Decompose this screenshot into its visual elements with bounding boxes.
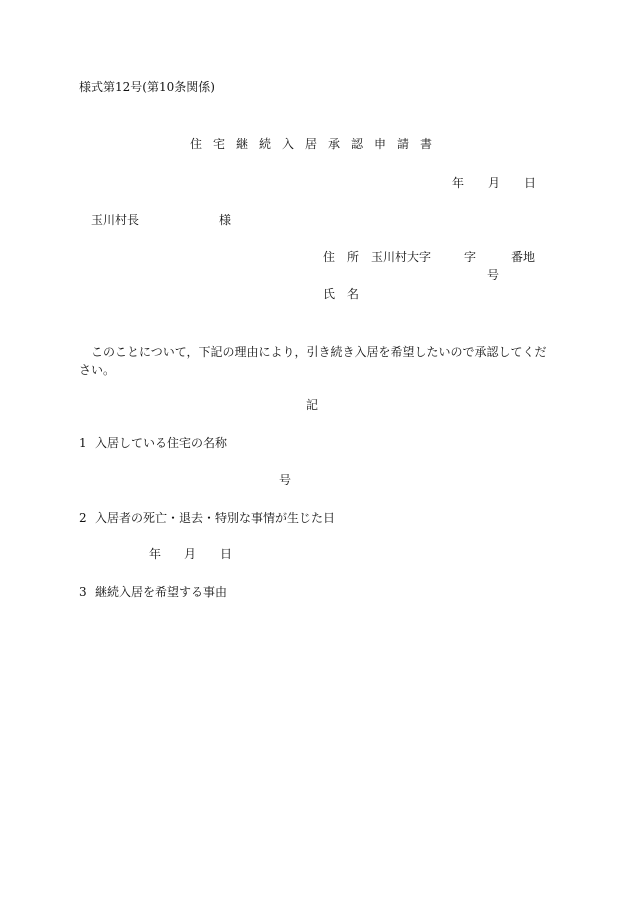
item2-day-label: 日 bbox=[220, 547, 233, 561]
date-day-label: 日 bbox=[524, 176, 537, 190]
form-number: 様式第12号(第10条関係) bbox=[79, 80, 215, 94]
item3-number: 3 bbox=[79, 585, 87, 599]
aza-label: 字 bbox=[464, 250, 477, 264]
banchi-label: 番地 bbox=[511, 250, 536, 264]
date-year-label: 年 bbox=[452, 176, 465, 190]
item1-label: 入居している住宅の名称 bbox=[95, 436, 228, 450]
item1-go-label: 号 bbox=[279, 473, 292, 487]
body-paragraph: このことについて，下記の理由により，引き続き入居を希望したいので承認してください。 bbox=[79, 345, 547, 377]
item3-label: 継続入居を希望する事由 bbox=[95, 585, 228, 599]
address-value: 玉川村大字 bbox=[371, 250, 432, 264]
document-title: 住宅継続入居承認申請書 bbox=[190, 137, 444, 151]
addressee-name: 玉川村長 bbox=[91, 213, 140, 227]
item2-number: 2 bbox=[79, 511, 87, 525]
name-label: 氏 名 bbox=[323, 287, 360, 301]
item2-label: 入居者の死亡・退去・特別な事情が生じた日 bbox=[95, 511, 336, 525]
ki-heading: 記 bbox=[306, 398, 319, 412]
item1-number: 1 bbox=[79, 436, 87, 450]
go-label: 号 bbox=[487, 268, 500, 282]
addressee-honorific: 様 bbox=[219, 213, 232, 227]
address-label: 住 所 bbox=[323, 250, 360, 264]
date-month-label: 月 bbox=[488, 176, 501, 190]
item2-year-label: 年 bbox=[149, 547, 162, 561]
item2-month-label: 月 bbox=[184, 547, 197, 561]
